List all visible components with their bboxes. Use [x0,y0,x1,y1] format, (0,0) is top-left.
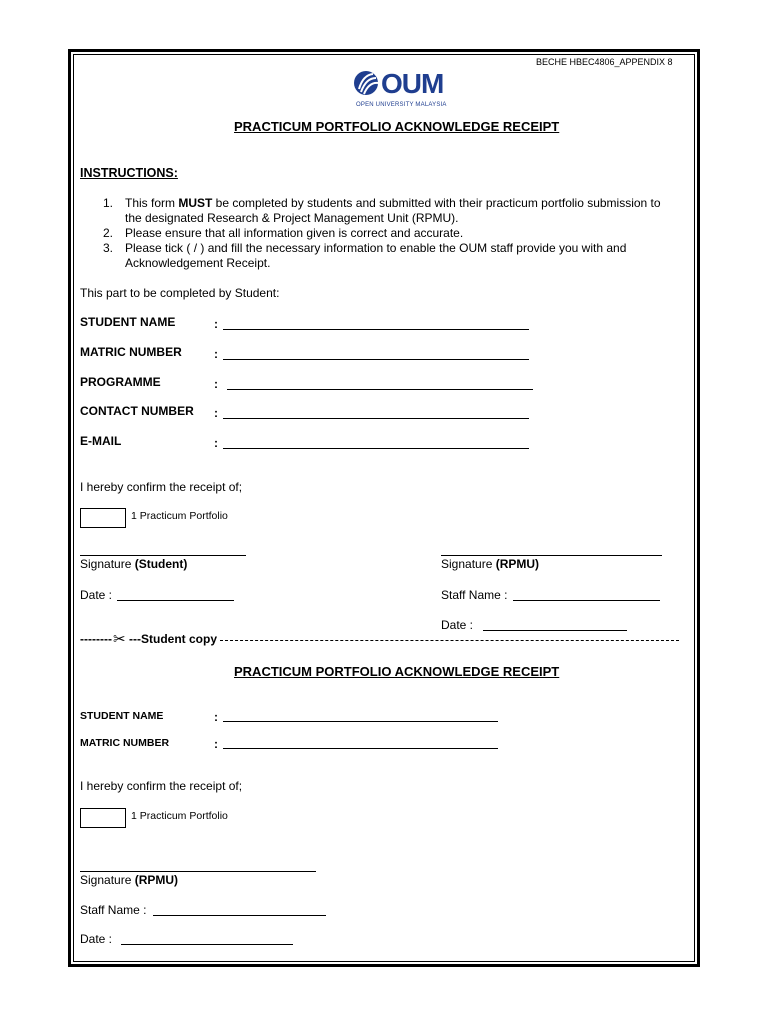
student-part-intro: This part to be completed by Student: [80,286,280,300]
cut-line-lead: -------- [80,632,112,646]
programme-field[interactable] [227,389,533,390]
student-signature-label [80,557,187,572]
form-title: PRACTICUM PORTFOLIO ACKNOWLEDGE RECEIPT [234,119,560,134]
student-signature-line[interactable] [80,555,246,556]
contact-number-colon: : [214,406,218,420]
page-inner-border [73,54,695,962]
email-field[interactable] [223,448,529,449]
contact-number-label: CONTACT NUMBER [80,404,194,418]
programme-label: PROGRAMME [80,375,161,389]
instruction-1-bold: MUST [178,196,213,210]
copy-rpmu-signature-bold: (RPMU) [134,873,179,887]
copy-portfolio-checkbox[interactable] [80,808,126,828]
copy-rpmu-signature-pre: Signature [80,873,135,887]
instruction-2-num: 2. [103,226,114,240]
instruction-1 [125,196,661,211]
student-name-colon: : [214,317,218,331]
scissors-icon: ✂ [113,631,126,648]
copy-matric-number-label: MATRIC NUMBER [80,737,170,749]
matric-number-colon: : [214,347,218,361]
copy-rpmu-signature-label [80,873,178,888]
instruction-1-cont: the designated Research & Project Management Unit (RPMU). [125,211,459,225]
logo-subtitle: OPEN UNIVERSITY MALAYSIA [356,102,447,108]
matric-number-label: MATRIC NUMBER [80,345,182,359]
copy-staff-name-field[interactable] [153,915,326,916]
copy-date-field[interactable] [121,944,293,945]
staff-name-label: Staff Name : [441,588,508,602]
copy-student-name-colon: : [214,710,218,724]
copy-staff-name-label: Staff Name : [80,903,147,917]
copy-matric-number-field[interactable] [223,748,498,749]
cut-line-dashes [220,640,679,641]
copy-rpmu-signature-line[interactable] [80,871,316,872]
student-signature-bold: (Student) [134,557,188,571]
rpmu-date-label: Date : [441,618,474,632]
rpmu-signature-label [441,557,539,572]
instructions-heading: INSTRUCTIONS: [80,166,178,180]
instruction-3-num: 3. [103,241,114,255]
copy-matric-number-colon: : [214,737,218,751]
oum-logo [353,69,379,102]
copy-date-label: Date : [80,932,113,946]
instruction-1-pre: This form [125,196,179,210]
student-date-field[interactable] [117,600,234,601]
portfolio-item-label: 1 Practicum Portfolio [131,510,228,522]
instruction-1-num: 1. [103,196,114,210]
programme-colon: : [214,377,218,391]
instruction-3: Please tick ( / ) and fill the necessary information to enable the OUM staff provide you with and [125,241,627,255]
rpmu-signature-pre: Signature [441,557,496,571]
student-name-label: STUDENT NAME [80,315,176,329]
student-signature-pre: Signature [80,557,135,571]
copy-student-name-field[interactable] [223,721,498,722]
copy-student-name-label: STUDENT NAME [80,710,164,722]
email-colon: : [214,436,218,450]
copy-portfolio-item-label: 1 Practicum Portfolio [131,810,228,822]
student-name-field[interactable] [223,329,529,330]
rpmu-signature-bold: (RPMU) [495,557,540,571]
matric-number-field[interactable] [223,359,529,360]
logo-wordmark: OUM [381,68,444,99]
student-copy-label: ---Student copy [129,632,217,646]
rpmu-signature-line[interactable] [441,555,662,556]
email-label: E-MAIL [80,434,122,448]
instruction-1-post: be completed by students and submitted with their practicum portfolio submission to [212,196,661,210]
instruction-3-cont: Acknowledgement Receipt. [125,256,271,270]
doc-code: BECHE HBEC4806_APPENDIX 8 [536,57,673,67]
confirm-receipt-text: I hereby confirm the receipt of; [80,480,243,494]
rpmu-date-field[interactable] [483,630,627,631]
student-date-label: Date : [80,588,113,602]
contact-number-field[interactable] [223,418,529,419]
student-copy-title: PRACTICUM PORTFOLIO ACKNOWLEDGE RECEIPT [234,664,560,679]
portfolio-checkbox[interactable] [80,508,126,528]
staff-name-field[interactable] [513,600,660,601]
oum-swirl-icon [353,69,379,97]
copy-confirm-receipt-text: I hereby confirm the receipt of; [80,779,243,793]
page-frame [68,49,700,967]
instruction-2: Please ensure that all information given is correct and accurate. [125,226,464,240]
